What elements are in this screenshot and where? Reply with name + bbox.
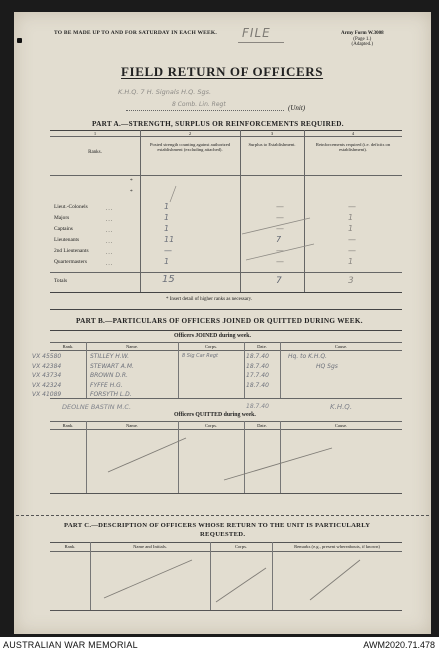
joined-name-3: BROWN D.R. [90,372,128,379]
joined-prefix-4: VX 42324 [32,381,62,389]
reinf-value-3: 1 [348,224,354,233]
rank-captains: Captains [54,226,73,232]
reinf-value-1: — [348,202,356,211]
part-c-title-2: REQUESTED. [200,531,246,538]
joined-date-3: 17.7.40 [246,372,269,379]
joined-col-rank: Rank. [62,344,74,349]
quitted-title: Officers QUITTED during week. [174,412,256,418]
joined-prefix-5: VX 41089 [32,391,62,398]
joined-date-4: 18.7.40 [246,381,269,389]
part-a-col-surplus: Surplus to Establishment. [248,142,296,147]
rank-quartermasters: Quartermasters [54,259,87,265]
posted-value-3: 1 [164,224,170,233]
part-a-footnote: * Insert detail of higher ranks as necessary. [166,297,253,302]
joined-title: Officers JOINED during week. [174,333,251,339]
posted-value-4: 11 [164,235,175,244]
top-note: TO BE MADE UP TO AND FOR SATURDAY IN EACH WEEK. [54,30,217,36]
footer-accession: AWM2020.71.478 [363,640,435,650]
reinf-value-6: 1 [348,257,354,266]
joined-corps-1: 8 Sig Car Regt [182,353,218,359]
part-a-col-ranks: Ranks. [88,150,102,155]
part-a-title: PART A.—STRENGTH, SURPLUS OR REINFORCEMENTS REQUIRED. [92,120,344,128]
joined-name-2: STEWART A.M. [90,362,134,370]
joined-col-name: Name. [125,344,139,349]
rank-lieutenants: Lieutenants [54,237,80,243]
part-a-colnum-4: 4 [351,131,355,136]
form-ref-number: Army Form W.3008 [341,31,384,36]
extra-joined-cause: K.H.Q. [330,403,353,411]
totals-label: Totals [54,278,68,284]
quitted-col-corps: Corps. [204,423,218,428]
part-a-col-posted: Posted strength counting against authorized establishment (excluding attached). [149,142,231,153]
page-title: FIELD RETURN OF OFFICERS [121,64,324,79]
surplus-value-1: — [276,202,284,211]
posted-value-2: 1 [164,213,170,222]
star-row-1: * [130,178,133,184]
joined-name-5: FORSYTH L.D. [90,391,132,398]
unit-label: (Unit) [288,104,306,112]
rank-dots: ... ... ... ... ... ... [106,206,114,267]
reinf-value-5: — [348,246,356,255]
joined-col-date: Date. [257,344,267,349]
file-stamp: FILE [242,26,271,40]
part-c-col-name: Name and Initials. [133,544,167,549]
reinf-value-2: 1 [348,213,354,222]
joined-cause-1: Hq. to K.H.Q. [288,353,327,360]
joined-name-4: FYFFE H.G. [90,381,123,389]
joined-prefix-1: VX 45580 [32,353,62,360]
quitted-col-rank: Rank. [62,423,74,428]
archive-footer [0,637,439,653]
part-c-col-corps: Corps. [234,544,248,549]
quitted-col-cause: Cause. [334,423,348,428]
part-a-col-reinforcements: Reinforcements required (i.e. deficits on establishment). [315,142,391,153]
form-adapted: (Adapted.) [351,42,374,48]
part-c-col-rank: Rank. [64,544,76,549]
reinf-value-4: — [348,235,356,244]
quitted-col-name: Name. [125,423,139,428]
joined-date-2: 18.7.40 [246,362,269,370]
posted-value-5: — [164,246,172,255]
totals-posted: 15 [162,274,175,285]
unit-handwriting-1: K.H.Q. 7 H. Signals H.Q. Sgs. [118,88,212,96]
posted-value-1: 1 [164,202,170,211]
joined-date-1: 18.7.40 [246,353,269,360]
posted-value-6: 1 [164,257,170,266]
part-a-colnum-2: 2 [188,131,192,136]
surplus-value-5: — [276,246,284,255]
rank-majors: Majors [54,215,70,221]
joined-prefix-2: VX 42384 [32,362,62,370]
rank-2nd-lieutenants: 2nd Lieutenants [54,248,89,254]
rank-lieut-colonels: Lieut.-Colonels [54,204,88,210]
part-a-colnum-1: 1 [93,131,97,136]
footer-institution: AUSTRALIAN WAR MEMORIAL [3,640,138,650]
part-b-title: PART B.—PARTICULARS OF OFFICERS JOINED OR QUITTED DURING WEEK. [76,317,363,325]
quitted-col-date: Date. [257,423,267,428]
star-row-2: * [130,189,133,195]
form-paper [14,12,431,634]
extra-joined-name: DEOLNE BASTIN M.C. [62,403,132,411]
totals-reinforcements: 3 [348,276,354,286]
joined-col-corps: Corps. [204,344,218,349]
part-a-colnum-3: 3 [270,131,274,136]
part-c-strikethrough [14,12,431,634]
joined-cause-2: HQ Sgs [316,362,338,370]
surplus-value-6: — [276,257,284,266]
extra-joined-date: 18.7.40 [246,403,269,410]
form-page-ref: (Page 1.) [353,36,372,42]
joined-prefix-3: VX 43734 [32,372,62,379]
surplus-value-2: — [276,213,284,222]
part-c-title-1: PART C.—DESCRIPTION OF OFFICERS WHOSE RETURN TO THE UNIT IS PARTICULARLY [64,522,371,529]
surplus-value-3: — [276,224,284,233]
surplus-value-4: 7 [276,235,282,244]
joined-name-1: STILLEY H.W. [90,353,130,360]
unit-handwriting-2: 8 Comb. Lin. Regt [172,101,226,108]
part-c-col-remarks: Remarks (e.g., present whereabouts, if known) [294,544,380,549]
totals-surplus: 7 [276,276,282,286]
joined-col-cause: Cause. [334,344,348,349]
